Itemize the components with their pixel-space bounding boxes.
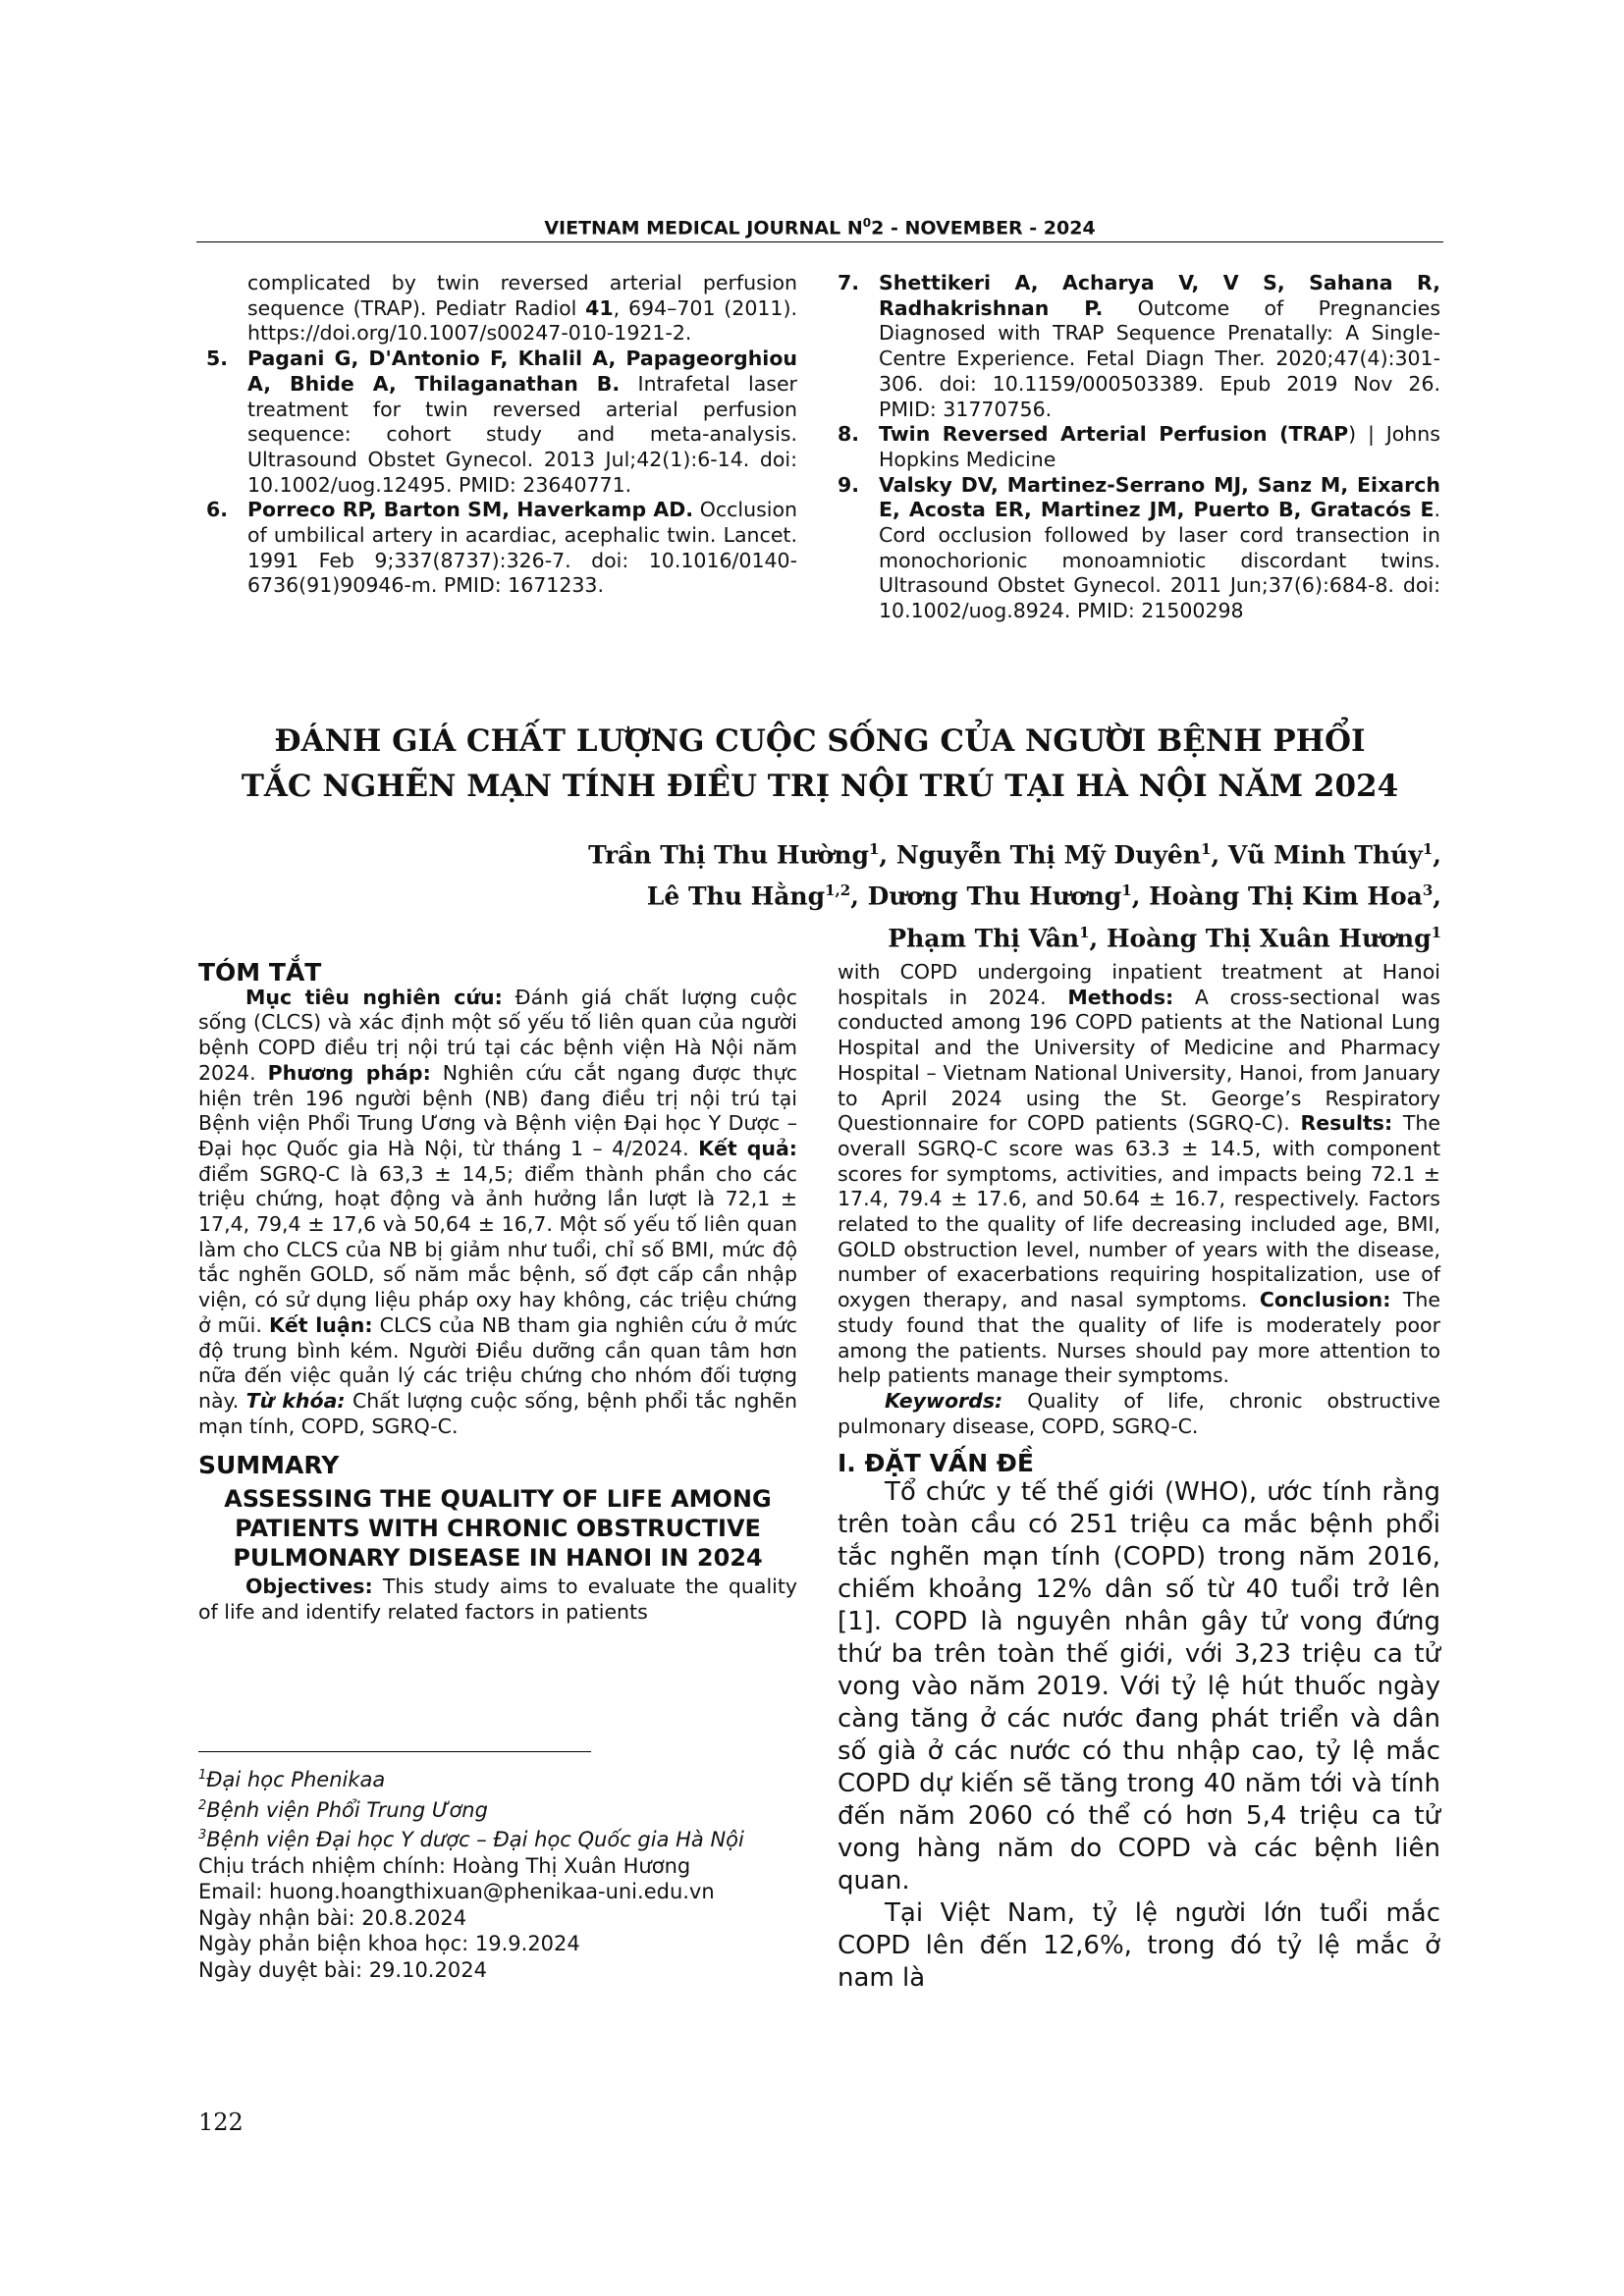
title-line-1: ĐÁNH GIÁ CHẤT LƯỢNG CUỘC SỐNG CỦA NGƯỜI BỆNH PHỔI — [274, 723, 1366, 759]
affiliation-1: $^1$Đại học Phenikaa — [198, 1768, 386, 1791]
title-line-2: TẮC NGHẼN MẠN TÍNH ĐIỀU TRỊ NỘI TRÚ TẠI HÀ NỘI NĂM 2024 — [241, 769, 1399, 804]
summary-title: ASSESSING THE QUALITY OF LIFE AMONG PATIENTS WITH CHRONIC OBSTRUCTIVE PULMONARY DISEASE IN HANOI IN 2024 — [224, 1485, 772, 1573]
reference-7: 7. Shettikeri A, Acharya V, V S, Sahana R, Radhakrishnan P. Outcome of Pregnancies Diagnosed with TRAP Sequence Prenatally: A Single-Centre Experience. Fetal Diagn Ther. 2020;47(4):301-306. doi: 10.1159/000503389. Epub 2019 Nov 26. PMID: 31770756. — [838, 271, 1441, 421]
date-accepted: Ngày duyệt bài: 29.10.2024 — [198, 1957, 487, 1982]
summary-paragraph-continued: with COPD undergoing inpatient treatment at Hanoi hospitals in 2024. Methods: A cross-sectional was conducted among 196 COPD patients at the National Lung Hospital and the University of Medicine and Pharmacy Hospital – Vietnam National University, Hanoi, from January to April 2024 using the St. George’s Respiratory Questionnaire for COPD patients (SGRQ-C). Results: The overall SGRQ-C score was 63.3 ± 14.5, with component scores for symptoms, activities, and impacts being 72.1 ± 17.4, 79.4 ± 17.6, and 50.64 ± 16.7, respectively. Factors related to the quality of life decreasing included age, BMI, GOLD obstruction level, number of years with the disease, number of exacerbations requiring hospitalization, use of oxygen therapy, and nasal symptoms. Conclusion: The study found that the quality of life is moderately poor among the patients. Nurses should pay more attention to help patients manage their symptoms. — [838, 960, 1440, 1388]
issue-superscript: 0 — [862, 216, 872, 230]
running-header — [196, 216, 1443, 239]
reference-8: 8. Twin Reversed Arterial Perfusion (TRAP) | Johns Hopkins Medicine — [838, 422, 1440, 471]
affiliation-3: $^3$Bệnh viện Đại học Y dược – Đại học Quốc gia Hà Nội — [198, 1828, 744, 1851]
intro-paragraph-2: Tại Việt Nam, tỷ lệ người lớn tuổi mắc COPD lên đến 12,6%, trong đó tỷ lệ mắc ở nam là — [838, 1898, 1440, 1994]
reference-9: 9. Valsky DV, Martinez-Serrano MJ, Sanz M, Eixarch E, Acosta ER, Martinez JM, Puerto B, Gratacós E. Cord occlusion followed by laser cord transection in monochorionic monoamniotic discordant twins. Ultrasound Obstet Gynecol. 2011 Jun;37(6):684-8. doi: 10.1002/uog.8924. PMID: 21500298 — [838, 472, 1440, 623]
corresponding-author: Chịu trách nhiệm chính: Hoàng Thị Xuân Hương — [198, 1853, 691, 1878]
intro-paragraph-1: Tổ chức y tế thế giới (WHO), ước tính rằng trên toàn cầu có 251 triệu ca mắc bệnh phổi tắc nghẽn mạn tính (COPD) trong năm 2016, chiếm khoảng 12% dân số từ 40 tuổi trở lên [1]. COPD là nguyên nhân gây tử vong đứng thứ ba trên toàn thế giới, với 3,23 triệu ca tử vong vào năm 2019. Với tỷ lệ hút thuốc ngày càng tăng ở các nước đang phát triển và dân số già ở các nước có thu nhập cao, tỷ lệ mắc COPD dự kiến sẽ tăng trong 40 năm tới và tính đến năm 2060 có thể có hơn 5,4 triệu ca tử vong hàng năm do COPD và các bệnh liên quan. — [838, 1477, 1440, 1896]
authors-line-3: Phạm Thị Vân$^1$, Hoàng Thị Xuân Hương$^1$ — [888, 923, 1441, 952]
page-number: 122 — [198, 2109, 244, 2136]
references-right-column — [838, 271, 1441, 624]
footnote-rule — [198, 1751, 591, 1752]
issue-date: 2 - NOVEMBER - 2024 — [871, 217, 1096, 240]
corresponding-email: Email: huong.hoangthixuan@phenikaa-uni.edu.vn — [198, 1880, 715, 1903]
article-title — [196, 719, 1443, 809]
abstract-vi-paragraph: Mục tiêu nghiên cứu: Đánh giá chất lượng cuộc sống (CLCS) và xác định một số yếu tố liên quan của người bệnh COPD điều trị nội trú tại các bệnh viện Hà Nội năm 2024. Phương pháp: Nghiên cứu cắt ngang được thực hiện trên 196 người bệnh (NB) đang điều trị nội trú tại Bệnh viện Phổi Trung Ương và Bệnh viện Đại học Y Dược – Đại học Quốc gia Hà Nội, từ tháng 1 – 4/2024. Kết quả: điểm SGRQ-C là 63,3 ± 14,5; điểm thành phần cho các triệu chứng, hoạt động và ảnh hưởng lần lượt là 72,1 ± 17,4, 79,4 ± 17,6 và 50,64 ± 16,7. Một số yếu tố liên quan làm cho CLCS của NB bị giảm như tuổi, chỉ số BMI, mức độ tắc nghẽn GOLD, số năm mắc bệnh, số đợt cấp cần nhập viện, có sử dụng liệu pháp oxy hay không, các triệu chứng ở mũi. Kết luận: CLCS của NB tham gia nghiên cứu ở mức độ trung bình kém. Người Điều dưỡng cần quan tâm hơn nữa đến việc quản lý các triệu chứng cho nhóm đối tượng này. Từ khóa: Chất lượng cuộc sống, bệnh phổi tắc nghẽn mạn tính, COPD, SGRQ-C. — [198, 985, 797, 1438]
header-rule — [196, 241, 1443, 242]
affiliation-2: $^2$Bệnh viện Phổi Trung Ương — [198, 1797, 488, 1822]
journal-name: VIETNAM MEDICAL JOURNAL N — [544, 217, 863, 240]
authors-line-1: Trần Thị Thu Hường$^1$, Nguyễn Thị Mỹ Duyên$^1$, Vũ Minh Thúy$^1$, — [588, 840, 1441, 870]
summary-paragraph-start: Objectives: This study aims to evaluate the quality of life and identify related factors in patients — [198, 1575, 797, 1624]
summary-keywords: Keywords: Quality of life, chronic obstructive pulmonary disease, COPD, SGRQ-C. — [838, 1388, 1440, 1438]
date-reviewed: Ngày phản biện khoa học: 19.9.2024 — [198, 1932, 580, 1955]
author-list — [460, 831, 1441, 956]
introduction-heading: I. ĐẶT VẤN ĐỀ — [838, 1449, 1034, 1478]
summary-heading: SUMMARY — [198, 1451, 340, 1480]
date-received: Ngày nhận bài: 20.8.2024 — [198, 1905, 467, 1930]
abstract-heading: TÓM TẮT — [198, 958, 322, 987]
reference-6: 6. Porreco RP, Barton SM, Haverkamp AD. Occlusion of umbilical artery in acardiac, acephalic twin. Lancet. 1991 Feb 9;337(8737):326-7. doi: 10.1016/0140-6736(91)90946-m. PMID: 1671233. — [206, 498, 797, 598]
footnotes — [198, 1763, 807, 1983]
reference-5: 5. Pagani G, D'Antonio F, Khalil A, Papageorghiou A, Bhide A, Thilaganathan B. Intrafetal laser treatment for twin reversed arterial perfusion sequence: cohort study and meta-analysis. Ultrasound Obstet Gynecol. 2013 Jul;42(1):6-14. doi: 10.1002/uog.12495. PMID: 23640771. — [206, 347, 797, 497]
left-column — [198, 960, 797, 1625]
references-left-column — [206, 271, 797, 599]
reference-continuation: complicated by twin reversed arterial perfusion sequence (TRAP). Pediatr Radiol 41, 694–701 (2011). https://doi.org/10.1007/s00247-010-1921-2. — [247, 271, 797, 346]
right-column — [838, 960, 1440, 1995]
authors-line-2: Lê Thu Hằng$^{1,2}$, Dương Thu Hương$^1$, Hoàng Thị Kim Hoa$^3$, — [646, 881, 1441, 911]
